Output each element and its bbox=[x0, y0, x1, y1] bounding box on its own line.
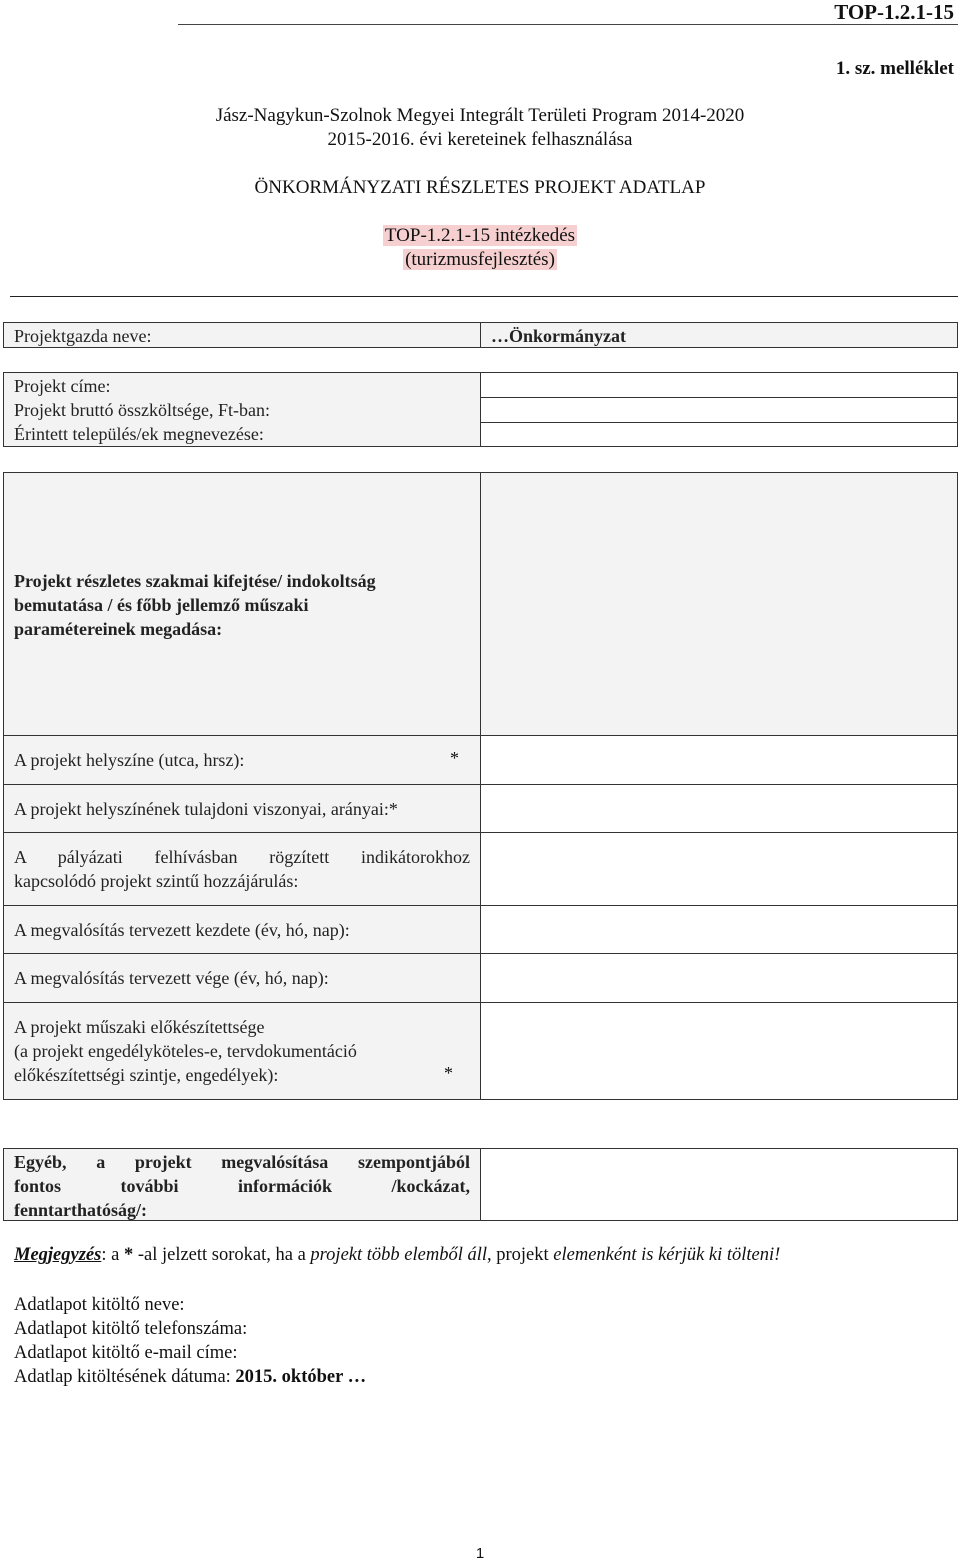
settlement-label: Érintett település/ek megnevezése: bbox=[14, 424, 264, 444]
detail-label-cell bbox=[3, 472, 481, 736]
detail-label-line2: bemutatása / és főbb jellemző műszaki bbox=[14, 595, 309, 615]
filler-date-value: 2015. október … bbox=[235, 1367, 367, 1387]
start-date-field[interactable] bbox=[480, 905, 958, 954]
filler-email-label: Adatlapot kitöltő e-mail címe: bbox=[14, 1343, 238, 1363]
indicator-field[interactable] bbox=[480, 832, 958, 906]
ownership-field[interactable] bbox=[480, 784, 958, 833]
settlement-field[interactable] bbox=[480, 422, 958, 447]
document-code: TOP-1.2.1-15 bbox=[834, 0, 954, 24]
annex-label: 1. sz. melléklet bbox=[835, 58, 954, 79]
note-text-b: -al jelzett sorokat, ha a bbox=[133, 1245, 311, 1265]
prep-label-line3: előkészítettségi szintje, engedélyek): bbox=[14, 1065, 279, 1085]
prep-label-line1: A projekt műszaki előkészítettsége bbox=[14, 1017, 265, 1037]
note-star: * bbox=[123, 1245, 134, 1265]
ownership-label-cell bbox=[3, 784, 481, 833]
other-label-line3: fenntarthatóság/: bbox=[14, 1200, 147, 1220]
project-title-label: Projekt címe: bbox=[14, 376, 111, 396]
other-info-field[interactable] bbox=[480, 1148, 958, 1221]
form-title: ÖNKORMÁNYZATI RÉSZLETES PROJEKT ADATLAP bbox=[254, 177, 706, 198]
detail-field[interactable] bbox=[480, 472, 958, 736]
project-title-field[interactable] bbox=[480, 372, 958, 398]
end-date-field[interactable] bbox=[480, 953, 958, 1003]
owner-label: Projektgazda neve: bbox=[14, 326, 152, 346]
location-label: A projekt helyszíne (utca, hrsz): bbox=[14, 750, 245, 770]
project-basics-label-cell bbox=[3, 372, 481, 447]
note-text-c: , projekt bbox=[487, 1245, 554, 1265]
other-label-cell bbox=[3, 1148, 481, 1221]
end-label-cell bbox=[3, 953, 481, 1003]
detail-label-line1: Projekt részletes szakmai kifejtése/ indokoltság bbox=[14, 571, 376, 591]
page-number: 1 bbox=[475, 1545, 485, 1562]
filler-phone-label: Adatlapot kitöltő telefonszáma: bbox=[14, 1319, 248, 1339]
location-required-star: * bbox=[450, 748, 459, 768]
filler-block bbox=[14, 1293, 366, 1389]
prep-label-cell bbox=[3, 1002, 481, 1100]
project-cost-field[interactable] bbox=[480, 397, 958, 423]
note-text-a: : a bbox=[101, 1245, 124, 1265]
owner-value: …Önkormányzat bbox=[491, 326, 626, 346]
indicator-label-line1: A pályázati felhívásban rögzített indikátorokhoz bbox=[14, 847, 470, 867]
program-title-line2: 2015-2016. évi kereteinek felhasználása bbox=[327, 129, 633, 150]
filler-date-row bbox=[14, 1365, 366, 1389]
ownership-label: A projekt helyszínének tulajdoni viszonyai, arányai:* bbox=[14, 799, 398, 819]
start-label-cell bbox=[3, 905, 481, 954]
measure-subtitle: (turizmusfejlesztés) bbox=[405, 249, 555, 270]
start-date-label: A megvalósítás tervezett kezdete (év, hó, nap): bbox=[14, 920, 350, 940]
detail-label-line3: paramétereinek megadása: bbox=[14, 619, 223, 639]
title-rule bbox=[10, 296, 958, 297]
header-divider bbox=[178, 24, 958, 25]
filler-name-label: Adatlapot kitöltő neve: bbox=[14, 1295, 185, 1315]
measure-line2 bbox=[0, 248, 960, 272]
indicator-label-cell bbox=[3, 832, 481, 906]
note-italic-a: projekt több elemből áll bbox=[310, 1245, 487, 1265]
owner-value-cell[interactable] bbox=[480, 322, 958, 348]
other-label-line1: Egyéb, a projekt megvalósítása szempontjából bbox=[14, 1152, 470, 1172]
project-cost-label: Projekt bruttó összköltsége, Ft-ban: bbox=[14, 400, 270, 420]
indicator-label-line2: kapcsolódó projekt szintű hozzájárulás: bbox=[14, 871, 299, 891]
location-field[interactable] bbox=[480, 735, 958, 785]
measure-line1 bbox=[0, 224, 960, 248]
filler-date-label: Adatlap kitöltésének dátuma: bbox=[14, 1367, 236, 1387]
owner-label-cell bbox=[3, 322, 481, 348]
program-title-line1: Jász-Nagykun-Szolnok Megyei Integrált Területi Program 2014-2020 bbox=[215, 105, 745, 126]
note-label: Megjegyzés bbox=[14, 1245, 102, 1265]
note-italic-b: elemenként is kérjük ki tölteni! bbox=[553, 1245, 781, 1265]
measure-title: TOP-1.2.1-15 intézkedés bbox=[384, 225, 576, 246]
prep-label-line2: (a projekt engedélyköteles-e, tervdokumentáció bbox=[14, 1041, 357, 1061]
other-label-line2: fontos további információk /kockázat, bbox=[14, 1176, 470, 1196]
note-paragraph bbox=[14, 1245, 780, 1266]
location-label-cell bbox=[3, 735, 481, 785]
prep-field[interactable] bbox=[480, 1002, 958, 1100]
prep-required-star: * bbox=[444, 1063, 453, 1083]
end-date-label: A megvalósítás tervezett vége (év, hó, nap): bbox=[14, 968, 329, 988]
